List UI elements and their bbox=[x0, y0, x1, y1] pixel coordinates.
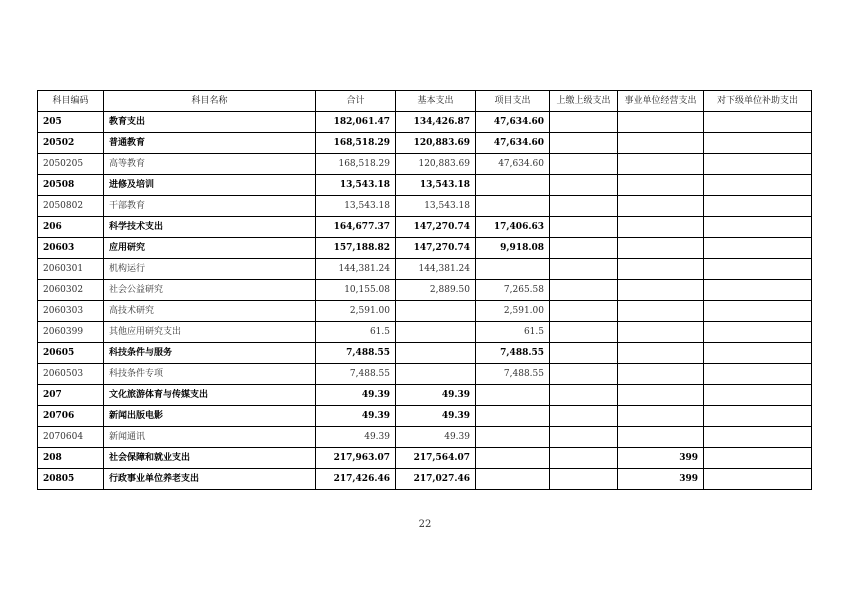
cell-basic: 49.39 bbox=[396, 427, 476, 448]
cell-name: 高技术研究 bbox=[104, 301, 316, 322]
cell-total: 157,188.82 bbox=[316, 238, 396, 259]
page-number: 22 bbox=[418, 519, 432, 530]
cell-subsidy bbox=[704, 280, 812, 301]
cell-project: 2,591.00 bbox=[476, 301, 550, 322]
cell-operating bbox=[618, 301, 704, 322]
cell-basic: 217,564.07 bbox=[396, 448, 476, 469]
header-total: 合计 bbox=[316, 91, 396, 112]
cell-code: 207 bbox=[38, 385, 104, 406]
cell-project bbox=[476, 196, 550, 217]
cell-name: 教育支出 bbox=[104, 112, 316, 133]
cell-project: 17,406.63 bbox=[476, 217, 550, 238]
cell-operating: 399 bbox=[618, 448, 704, 469]
table-row bbox=[38, 280, 812, 301]
cell-operating bbox=[618, 238, 704, 259]
cell-code: 20603 bbox=[38, 238, 104, 259]
cell-name: 科技条件与服务 bbox=[104, 343, 316, 364]
cell-total: 182,061.47 bbox=[316, 112, 396, 133]
cell-code: 2060503 bbox=[38, 364, 104, 385]
cell-basic: 144,381.24 bbox=[396, 259, 476, 280]
cell-upper bbox=[550, 322, 618, 343]
table-row bbox=[38, 427, 812, 448]
cell-subsidy bbox=[704, 259, 812, 280]
cell-name: 科学技术支出 bbox=[104, 217, 316, 238]
cell-upper bbox=[550, 427, 618, 448]
cell-total: 13,543.18 bbox=[316, 175, 396, 196]
cell-name: 社会公益研究 bbox=[104, 280, 316, 301]
cell-code: 20706 bbox=[38, 406, 104, 427]
cell-upper bbox=[550, 238, 618, 259]
header-upper: 上缴上级支出 bbox=[550, 91, 618, 112]
cell-operating bbox=[618, 322, 704, 343]
table-row bbox=[38, 154, 812, 175]
cell-basic: 134,426.87 bbox=[396, 112, 476, 133]
cell-subsidy bbox=[704, 322, 812, 343]
cell-subsidy bbox=[704, 427, 812, 448]
cell-project: 7,488.55 bbox=[476, 364, 550, 385]
cell-basic: 49.39 bbox=[396, 406, 476, 427]
cell-total: 49.39 bbox=[316, 406, 396, 427]
cell-operating bbox=[618, 364, 704, 385]
cell-basic bbox=[396, 301, 476, 322]
cell-subsidy bbox=[704, 406, 812, 427]
cell-upper bbox=[550, 175, 618, 196]
cell-operating bbox=[618, 154, 704, 175]
cell-project: 61.5 bbox=[476, 322, 550, 343]
cell-name: 新闻通讯 bbox=[104, 427, 316, 448]
cell-total: 7,488.55 bbox=[316, 364, 396, 385]
header-subsidy: 对下级单位补助支出 bbox=[704, 91, 812, 112]
cell-basic bbox=[396, 343, 476, 364]
cell-upper bbox=[550, 133, 618, 154]
cell-upper bbox=[550, 112, 618, 133]
cell-name: 社会保障和就业支出 bbox=[104, 448, 316, 469]
table-body bbox=[38, 112, 812, 490]
cell-code: 208 bbox=[38, 448, 104, 469]
cell-basic: 120,883.69 bbox=[396, 133, 476, 154]
cell-code: 20805 bbox=[38, 469, 104, 490]
cell-subsidy bbox=[704, 196, 812, 217]
cell-code: 20605 bbox=[38, 343, 104, 364]
cell-total: 13,543.18 bbox=[316, 196, 396, 217]
cell-upper bbox=[550, 196, 618, 217]
cell-operating: 399 bbox=[618, 469, 704, 490]
cell-operating bbox=[618, 280, 704, 301]
cell-project bbox=[476, 175, 550, 196]
cell-basic: 120,883.69 bbox=[396, 154, 476, 175]
table-row bbox=[38, 448, 812, 469]
cell-total: 61.5 bbox=[316, 322, 396, 343]
cell-basic: 13,543.18 bbox=[396, 175, 476, 196]
cell-basic: 147,270.74 bbox=[396, 238, 476, 259]
header-row bbox=[38, 91, 812, 112]
cell-basic: 49.39 bbox=[396, 385, 476, 406]
cell-subsidy bbox=[704, 175, 812, 196]
cell-operating bbox=[618, 427, 704, 448]
cell-total: 7,488.55 bbox=[316, 343, 396, 364]
cell-operating bbox=[618, 196, 704, 217]
cell-operating bbox=[618, 217, 704, 238]
cell-project bbox=[476, 427, 550, 448]
cell-upper bbox=[550, 280, 618, 301]
cell-subsidy bbox=[704, 448, 812, 469]
cell-project: 9,918.08 bbox=[476, 238, 550, 259]
cell-code: 2060399 bbox=[38, 322, 104, 343]
cell-name: 高等教育 bbox=[104, 154, 316, 175]
cell-subsidy bbox=[704, 217, 812, 238]
cell-code: 206 bbox=[38, 217, 104, 238]
cell-name: 干部教育 bbox=[104, 196, 316, 217]
table-row bbox=[38, 112, 812, 133]
cell-total: 168,518.29 bbox=[316, 154, 396, 175]
cell-total: 217,963.07 bbox=[316, 448, 396, 469]
cell-project: 47,634.60 bbox=[476, 112, 550, 133]
cell-upper bbox=[550, 154, 618, 175]
cell-name: 文化旅游体育与传媒支出 bbox=[104, 385, 316, 406]
cell-code: 2060302 bbox=[38, 280, 104, 301]
cell-basic: 217,027.46 bbox=[396, 469, 476, 490]
table-row bbox=[38, 322, 812, 343]
cell-subsidy bbox=[704, 238, 812, 259]
cell-project bbox=[476, 259, 550, 280]
cell-upper bbox=[550, 301, 618, 322]
table-header bbox=[38, 91, 812, 112]
cell-code: 2050205 bbox=[38, 154, 104, 175]
cell-name: 科技条件专项 bbox=[104, 364, 316, 385]
cell-name: 应用研究 bbox=[104, 238, 316, 259]
cell-code: 2060301 bbox=[38, 259, 104, 280]
cell-project: 7,265.58 bbox=[476, 280, 550, 301]
cell-operating bbox=[618, 175, 704, 196]
cell-name: 行政事业单位养老支出 bbox=[104, 469, 316, 490]
cell-total: 144,381.24 bbox=[316, 259, 396, 280]
table-row bbox=[38, 133, 812, 154]
cell-project: 47,634.60 bbox=[476, 154, 550, 175]
cell-total: 2,591.00 bbox=[316, 301, 396, 322]
cell-name: 新闻出版电影 bbox=[104, 406, 316, 427]
cell-subsidy bbox=[704, 154, 812, 175]
cell-total: 10,155.08 bbox=[316, 280, 396, 301]
cell-subsidy bbox=[704, 112, 812, 133]
cell-project bbox=[476, 469, 550, 490]
table-row bbox=[38, 301, 812, 322]
cell-project: 7,488.55 bbox=[476, 343, 550, 364]
cell-upper bbox=[550, 448, 618, 469]
cell-operating bbox=[618, 385, 704, 406]
cell-subsidy bbox=[704, 133, 812, 154]
cell-basic bbox=[396, 322, 476, 343]
cell-upper bbox=[550, 217, 618, 238]
cell-upper bbox=[550, 343, 618, 364]
table-row bbox=[38, 196, 812, 217]
cell-basic: 13,543.18 bbox=[396, 196, 476, 217]
cell-code: 2060303 bbox=[38, 301, 104, 322]
cell-project bbox=[476, 406, 550, 427]
header-name: 科目名称 bbox=[104, 91, 316, 112]
cell-upper bbox=[550, 385, 618, 406]
table-row bbox=[38, 238, 812, 259]
cell-upper bbox=[550, 469, 618, 490]
cell-total: 168,518.29 bbox=[316, 133, 396, 154]
table-row bbox=[38, 343, 812, 364]
cell-subsidy bbox=[704, 343, 812, 364]
table-row bbox=[38, 406, 812, 427]
cell-operating bbox=[618, 112, 704, 133]
cell-operating bbox=[618, 259, 704, 280]
table-row bbox=[38, 217, 812, 238]
cell-total: 217,426.46 bbox=[316, 469, 396, 490]
cell-project bbox=[476, 448, 550, 469]
cell-basic: 147,270.74 bbox=[396, 217, 476, 238]
cell-code: 2070604 bbox=[38, 427, 104, 448]
budget-expenditure-table bbox=[37, 90, 812, 490]
cell-code: 2050802 bbox=[38, 196, 104, 217]
cell-code: 205 bbox=[38, 112, 104, 133]
cell-project: 47,634.60 bbox=[476, 133, 550, 154]
cell-operating bbox=[618, 343, 704, 364]
cell-basic: 2,889.50 bbox=[396, 280, 476, 301]
cell-name: 普通教育 bbox=[104, 133, 316, 154]
cell-subsidy bbox=[704, 385, 812, 406]
header-project: 项目支出 bbox=[476, 91, 550, 112]
cell-code: 20508 bbox=[38, 175, 104, 196]
table-row bbox=[38, 364, 812, 385]
header-code: 科目编码 bbox=[38, 91, 104, 112]
header-basic: 基本支出 bbox=[396, 91, 476, 112]
cell-upper bbox=[550, 364, 618, 385]
cell-name: 机构运行 bbox=[104, 259, 316, 280]
cell-total: 49.39 bbox=[316, 385, 396, 406]
table-row bbox=[38, 259, 812, 280]
cell-operating bbox=[618, 133, 704, 154]
cell-project bbox=[476, 385, 550, 406]
table-row bbox=[38, 175, 812, 196]
cell-upper bbox=[550, 259, 618, 280]
cell-subsidy bbox=[704, 364, 812, 385]
cell-operating bbox=[618, 406, 704, 427]
cell-basic bbox=[396, 364, 476, 385]
cell-subsidy bbox=[704, 469, 812, 490]
cell-upper bbox=[550, 406, 618, 427]
cell-total: 49.39 bbox=[316, 427, 396, 448]
cell-subsidy bbox=[704, 301, 812, 322]
cell-total: 164,677.37 bbox=[316, 217, 396, 238]
table-row bbox=[38, 469, 812, 490]
header-operating: 事业单位经营支出 bbox=[618, 91, 704, 112]
table-row bbox=[38, 385, 812, 406]
cell-name: 其他应用研究支出 bbox=[104, 322, 316, 343]
cell-code: 20502 bbox=[38, 133, 104, 154]
cell-name: 进修及培训 bbox=[104, 175, 316, 196]
